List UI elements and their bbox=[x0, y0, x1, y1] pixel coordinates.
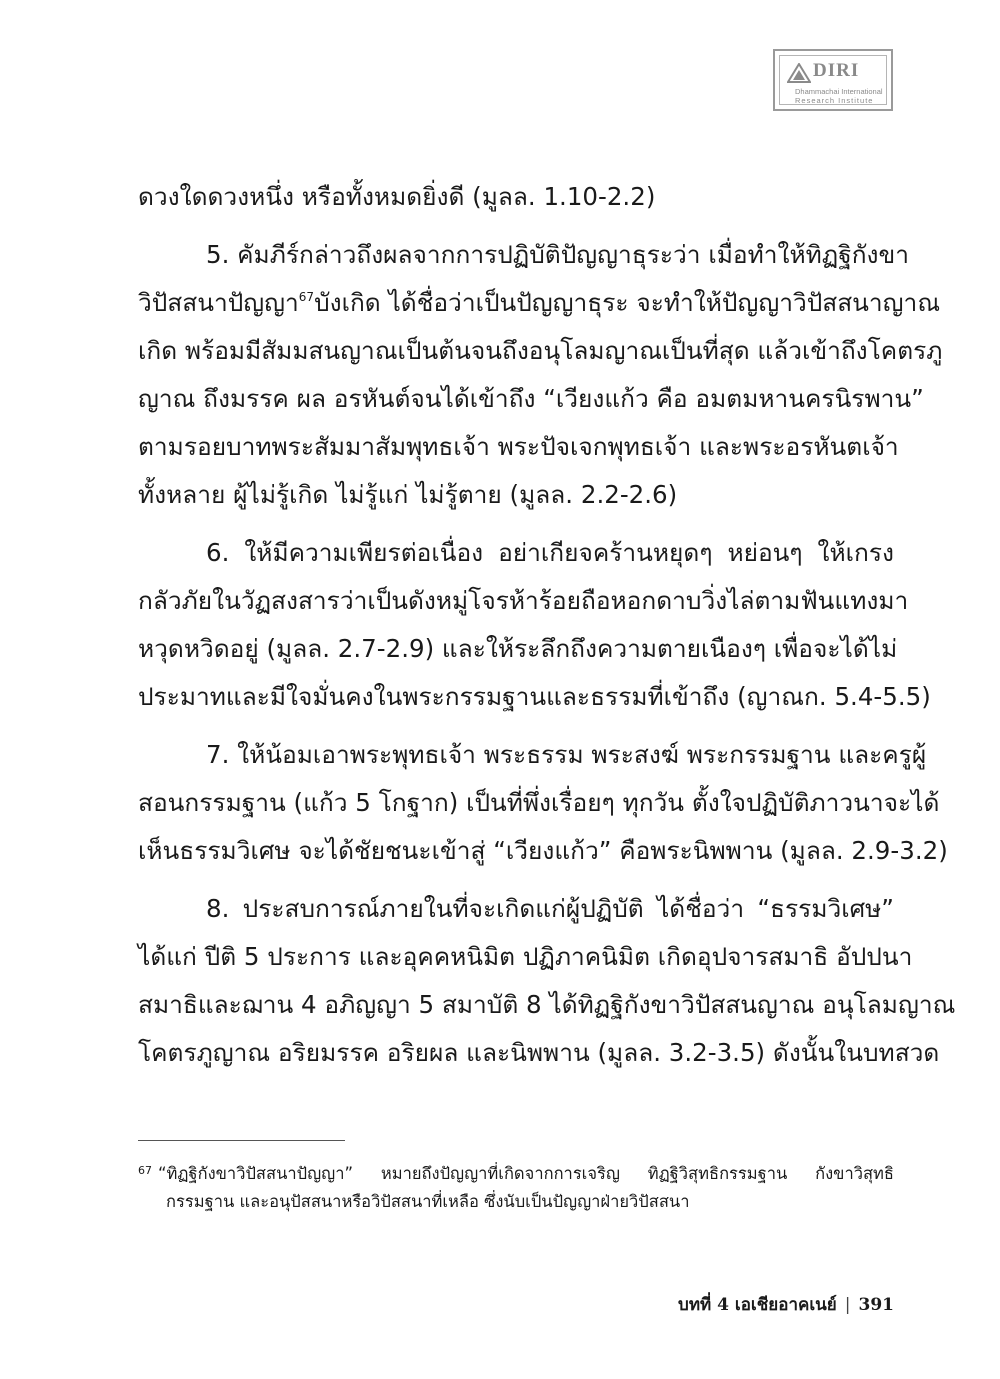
text-line: หวุดหวิดอยู่ (มูลล. 2.7-2.9) และให้ระลึกถึงความตายเนืองๆ เพื่อจะได้ไม่ bbox=[138, 634, 898, 663]
text-line: ได้แก่ ปีติ 5 ประการ และอุคคหนิมิต ปฏิภาคนิมิต เกิดอุปจารสมาธิ อัปปนา bbox=[138, 942, 913, 971]
footnote bbox=[138, 1157, 894, 1216]
footnote-divider bbox=[138, 1140, 345, 1141]
footnote-text-line1: “ทิฏฐิกังขาวิปัสสนาปัญญา” หมายถึงปัญญาที่เกิดจากการเจริญ ทิฏฐิวิสุทธิกรรมฐาน กังขาวิสุทธิ bbox=[158, 1164, 894, 1183]
paragraph bbox=[138, 731, 948, 875]
text-line: กลัวภัยในวัฏสงสารว่าเป็นดังหมู่โจรห้าร้อยถือหอกดาบวิ่งไล่ตามฟันแทงมา bbox=[138, 586, 909, 615]
paragraph-gap bbox=[138, 519, 894, 529]
text-line: สอนกรรมฐาน (แก้ว 5 โกฐาก) เป็นที่พึ่งเรื่อยๆ ทุกวัน ตั้งใจปฏิบัติภาวนาจะได้ bbox=[138, 788, 940, 817]
paragraph bbox=[138, 885, 956, 1077]
footnote-number: 67 bbox=[138, 1164, 152, 1177]
logo-subtitle-line1: Dhammachai International bbox=[795, 87, 883, 96]
text-line: โคตรภูญาณ อริยมรรค อริยผล และนิพพาน (มูลล. 3.2-3.5) ดังนั้นในบทสวด bbox=[138, 1038, 940, 1067]
footnote-line bbox=[138, 1157, 894, 1188]
paragraph-gap bbox=[138, 875, 894, 885]
text-line: วิปัสสนาปัญญา$^{67}$บังเกิด ได้ชื่อว่าเป็นปัญญาธุระ จะทำให้ปัญญาวิปัสสนาญาณ bbox=[138, 288, 941, 317]
paragraph-gap bbox=[138, 721, 894, 731]
text-line: เกิด พร้อมมีสัมมสนญาณเป็นต้นจนถึงอนุโลมญาณเป็นที่สุด แล้วเข้าถึงโคตรภู bbox=[138, 336, 943, 365]
text-line: ตามรอยบาทพระสัมมาสัมพุทธเจ้า พระปัจเจกพุทธเจ้า และพระอรหันตเจ้า bbox=[138, 432, 899, 461]
logo-brand: DIRI bbox=[813, 60, 860, 81]
main-body-text bbox=[138, 173, 956, 1077]
text-line: ดวงใดดวงหนึ่ง หรือทั้งหมดยิ่งดี (มูลล. 1.10-2.2) bbox=[138, 182, 656, 211]
page-footer bbox=[678, 1291, 894, 1318]
text-line: 6. ให้มีความเพียรต่อเนื่อง อย่าเกียจคร้านหยุดๆ หย่อนๆ ให้เกรง bbox=[206, 538, 894, 567]
paragraph-gap bbox=[138, 221, 894, 231]
text-line: ญาณ ถึงมรรค ผล อรหันต์จนได้เข้าถึง “เวียงแก้ว คือ อมตมหานครนิรพาน” bbox=[138, 384, 924, 413]
logo-subtitle-line2: Research Institute bbox=[795, 96, 874, 105]
paragraph bbox=[138, 173, 894, 221]
text-line: สมาธิและฌาน 4 อภิญญา 5 สมาบัติ 8 ได้ทิฏฐิกังขาวิปัสสนญาณ อนุโลมญาณ bbox=[138, 990, 956, 1019]
chapter-title: บทที่ 4 เอเชียอาคเนย์ bbox=[678, 1295, 837, 1315]
text-line: 8. ประสบการณ์ภายในที่จะเกิดแก่ผู้ปฏิบัติ ได้ชื่อว่า “ธรรมวิเศษ” bbox=[206, 894, 894, 923]
footer-separator: | bbox=[844, 1295, 851, 1315]
text-line: 7. ให้น้อมเอาพระพุทธเจ้า พระธรรม พระสงฆ์ พระกรรมฐาน และครูผู้ bbox=[206, 740, 927, 769]
page-number: 391 bbox=[858, 1295, 894, 1315]
text-line: 5. คัมภีร์กล่าวถึงผลจากการปฏิบัติปัญญาธุระว่า เมื่อทำให้ทิฏฐิกังขา bbox=[206, 240, 910, 269]
text-line: เห็นธรรมวิเศษ จะได้ชัยชนะเข้าสู่ “เวียงแก้ว” คือพระนิพพาน (มูลล. 2.9-3.2) bbox=[138, 836, 948, 865]
paragraph bbox=[138, 529, 931, 721]
text-line: ทั้งหลาย ผู้ไม่รู้เกิด ไม่รู้แก่ ไม่รู้ตาย (มูลล. 2.2-2.6) bbox=[138, 480, 678, 509]
triangle-emblem-icon bbox=[787, 63, 811, 83]
footnote-text-line2: กรรมฐาน และอนุปัสสนาหรือวิปัสสนาที่เหลือ ซึ่งนับเป็นปัญญาฝ่ายวิปัสสนา bbox=[166, 1192, 690, 1211]
diri-logo bbox=[773, 49, 893, 111]
paragraph bbox=[138, 231, 943, 519]
text-line: ประมาทและมีใจมั่นคงในพระกรรมฐานและธรรมที่เข้าถึง (ญาณก. 5.4-5.5) bbox=[138, 682, 931, 711]
